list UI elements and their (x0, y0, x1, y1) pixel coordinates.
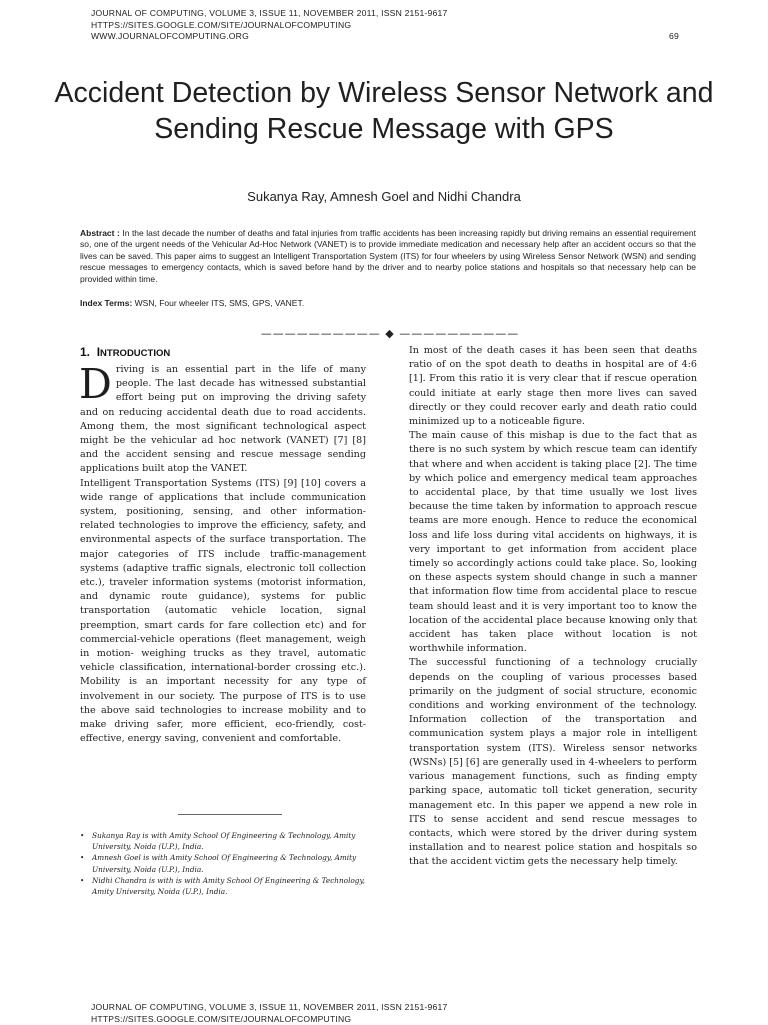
journal-web-line: WWW.JOURNALOFCOMPUTING.ORG (91, 31, 249, 42)
journal-line: JOURNAL OF COMPUTING, VOLUME 3, ISSUE 11, NOVEMBER 2011, ISSN 2151-9617 (91, 8, 448, 18)
right-paragraph-3: The successful functioning of a technology crucially depends on the coupling of various processes based primarily on the judgment of social structure, economic conditions and working environment of the technology. Information collection of the transportation and communication system plays a major role in intelligent transportation system (ITS). Wireless sensor networks (WSNs) [5] [6] are generally used in 4-wheelers to perform various management functions, such as finding empty parking space, automatic toll ticket generation, security management etc. In this paper we append a new role in ITS to sense accident and send rescue messages to contacts, which were stored by the driver during system installation and to nearest police station and hospitals so that the accident victim gets the necessary help timely. (409, 657, 697, 868)
section-heading (80, 345, 170, 359)
section-title-rest: NTRODUCTION (100, 348, 171, 359)
index-terms (80, 298, 696, 308)
running-footer (91, 1002, 691, 1025)
author-footnotes (80, 830, 380, 897)
footer-journal-line: JOURNAL OF COMPUTING, VOLUME 3, ISSUE 11, NOVEMBER 2011, ISSN 2151-9617 (91, 1002, 448, 1012)
paper-authors: Sukanya Ray, Amnesh Goel and Nidhi Chandra (247, 189, 521, 204)
page-number: 69 (669, 31, 679, 41)
index-terms-label: Index Terms: (80, 298, 133, 308)
intro-paragraph-1 (79, 360, 366, 477)
section-divider: —————————— ◆ —————————— (260, 327, 520, 340)
section-first-letter: I (96, 345, 101, 359)
abstract-label: Abstract : (80, 228, 120, 238)
right-column (409, 344, 697, 870)
abstract (80, 228, 696, 285)
footer-site-line: HTTPS://SITES.GOOGLE.COM/SITE/JOURNALOFCOMPUTING (91, 1013, 352, 1024)
intro-paragraph-1-text: riving is an essential part in the life of many people. The last decade has witnessed substantial effort being put on improving the driving safety and on reducing accidental death due to road accidents. Among them, the most significant technological aspect might be the vehicular ad hoc network (VANET) [7] [8] and the accident sensing and rescue message sending applications built atop the VANET. (80, 364, 366, 475)
intro-paragraph-2: Intelligent Transportation Systems (ITS) [9] [10] covers a wide range of applications that include communication system, positioning, sensing, and other information-related technologies to improve the efficiency, safety, and environmental aspects of the surface transportation. The major categories of ITS include traffic-management systems (adaptive traffic signals, electronic toll collection etc.), traveler information systems (motorist information, and dynamic route guidance), systems for public transportation (automatic vehicle location, signal preemption, smart cards for fare collection etc) and for commercial-vehicle operations (fleet management, weigh in motion- weighing trucks as they travel, automatic vehicle classification, international-border crossing etc.). Mobility is an important necessity for any type of involvement in our society. The purpose of ITS is to use the above said technologies to increase mobility and to make driving safer, more efficient, eco-friendly, cost-effective, energy saving, convenient and comfortable. (80, 477, 366, 745)
right-paragraph-2: The main cause of this mishap is due to the fact that as there is no such system by which rescue team can identify that where and when accident is taking place [2]. The time by which police and emergency medical team approaches to accidental place, by that time usually we lost lives because the time taken by information to approach rescue teams are more enough. Hence to reduce the economical loss and life loss during vital accidents on highways, it is very important to get information from accident place timely so accordingly actions could take place. So, looking on these aspects system should change in such a manner that information flow time from accidental place to rescue team should least and it is very important too to know the location of the accidental place because knowing only that accident has taken place without location is not worthwhile information. (409, 430, 697, 655)
footnote-item: • Nidhi Chandra is with is with Amity School Of Engineering & Technology, Amity University, Noida (U.P.), India. (80, 875, 380, 897)
footnote-item: • Amnesh Goel is with Amity School Of Engineering & Technology, Amity University, Noida (U.P.), India. (80, 852, 380, 874)
index-terms-text: WSN, Four wheeler ITS, SMS, GPS, VANET. (132, 298, 305, 308)
running-header (91, 8, 691, 43)
right-paragraph-1: In most of the death cases it has been seen that deaths ratio of on the spot death to deaths in hospital are of 4:6 [1]. From this ratio it is very clear that if rescue operation could initiate at early stage then more lives can saved directly or they could recover early and death ratio could minimized up to a noticeable figure. (409, 345, 697, 428)
left-column (79, 360, 366, 746)
paper-title: Accident Detection by Wireless Sensor Network and Sending Rescue Message with GPS (54, 77, 714, 145)
footnote-item: • Sukanya Ray is with Amity School Of Engineering & Technology, Amity University, Noida (U.P.), India. (80, 830, 380, 852)
footnote-rule (178, 814, 282, 815)
drop-cap: D (79, 360, 112, 408)
journal-site-line: HTTPS://SITES.GOOGLE.COM/SITE/JOURNALOFCOMPUTING (91, 19, 352, 30)
section-number: 1. (80, 345, 91, 359)
abstract-text: In the last decade the number of deaths and fatal injuries from traffic accidents has been increasing rapidly but driving remains an essential requirement so, one of the urgent needs of the Vehicular Ad-Hoc Network (VANET) is to provide immediate medication and necessary help after an accident occurs so that the lives can be saved. This paper aims to suggest an Intelligent Transportation System (ITS) for four wheelers by using Wireless Sensor Network (WSN) and sending rescue messages to emergency contacts, which is saved before hand by the driver and to nearby police stations and hospitals so that necessary help can be provided within time. (80, 228, 696, 284)
